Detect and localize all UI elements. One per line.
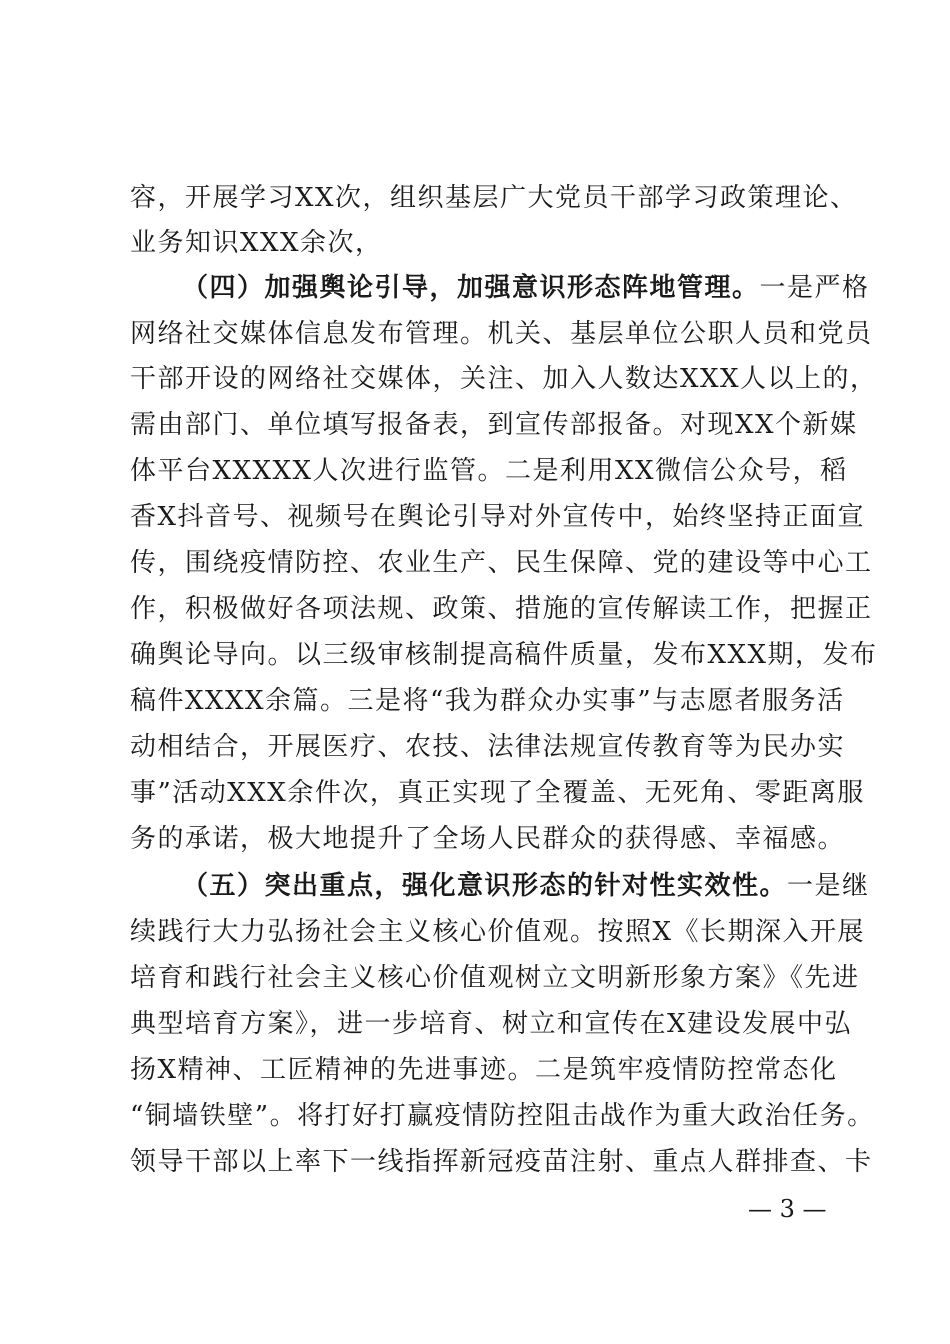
section-four-heading-line [182, 268, 870, 308]
body-text-line: 容，开展学习XX次，组织基层广大党员干部学习政策理论、 [130, 183, 858, 213]
section-five-heading-line [182, 866, 870, 906]
body-text-line: 体平台XXXXX人次进行监管。二是利用XX微信公众号，稻 [130, 456, 848, 486]
body-text-line: 务的承诺，极大地提升了全场人民群众的获得感、幸福感。 [130, 824, 846, 854]
body-text-line: “铜墙铁壁”。将打好打赢疫情防控阻击战作为重大政治任务。 [130, 1101, 875, 1131]
section-four-heading: （四）加强舆论引导，加强意识形态阵地管理。 [182, 273, 760, 303]
body-text-line: 业务知识XXX余次， [130, 228, 383, 258]
body-text-line: 作，积极做好各项法规、政策、措施的宣传解读工作，把握正 [130, 594, 873, 624]
body-text-line: 网络社交媒体信息发布管理。机关、基层单位公职人员和党员 [130, 319, 873, 349]
page-number: — 3 — [748, 1195, 827, 1223]
body-text-line: 确舆论导向。以三级审核制提高稿件质量，发布XXX期，发布 [130, 640, 878, 670]
body-text-line: 动相结合，开展医疗、农技、法律法规宣传教育等为民办实 [130, 732, 846, 762]
body-text-line: 续践行大力弘扬社会主义核心价值观。按照X《长期深入开展 [130, 917, 866, 947]
section-four-heading-rest: 一是严格 [759, 273, 870, 303]
body-text-line: 领导干部以上率下一线指挥新冠疫苗注射、重点人群排查、卡 [130, 1147, 873, 1177]
section-five-heading-rest: 一是继 [787, 871, 870, 901]
section-five-heading: （五）突出重点，强化意识形态的针对性实效性。 [182, 871, 788, 901]
body-text-line: 典型培育方案》，进一步培育、树立和宣传在X建设发展中弘 [130, 1009, 853, 1039]
body-text-line: 干部开设的网络社交媒体，关注、加入人数达XXX人以上的， [130, 364, 878, 394]
body-text-line: 传，围绕疫情防控、农业生产、民生保障、党的建设等中心工 [130, 548, 873, 578]
body-text-line: 培育和践行社会主义核心价值观树立文明新形象方案》《先进 [130, 963, 860, 993]
body-text-line: 香X抖音号、视频号在舆论引导对外宣传中，始终坚持正面宣 [130, 502, 866, 532]
body-text-line: 需由部门、单位填写报备表，到宣传部报备。对现XX个新媒 [130, 410, 858, 440]
body-text-line: 稿件XXXX余篇。三是将“我为群众办实事”与志愿者服务活 [130, 686, 845, 716]
body-text-line: 扬X精神、工匠精神的先进事迹。二是筑牢疫情防控常态化 [130, 1055, 838, 1085]
body-text-line: 事”活动XXX余件次，真正实现了全覆盖、无死角、零距离服 [130, 778, 865, 808]
